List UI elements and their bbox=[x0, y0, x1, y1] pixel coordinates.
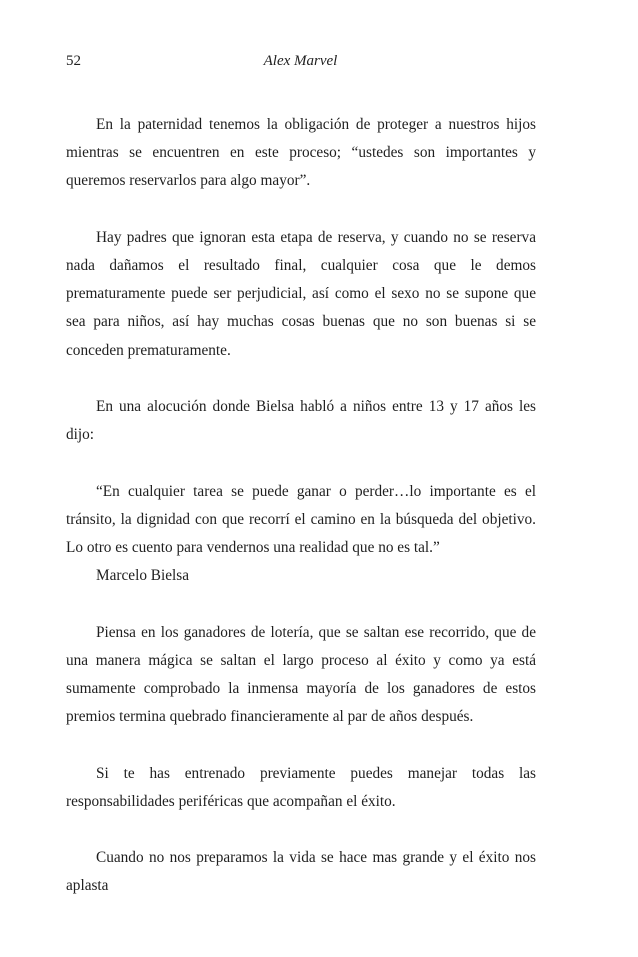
paragraph-bielsa-intro: En una alocución donde Bielsa habló a niños entre 13 y 17 años les dijo: bbox=[66, 398, 536, 444]
paragraph-lottery-winners: Piensa en los ganadores de lotería, que se saltan ese recorrido, que de una manera mágica se saltan el largo proceso al éxito y como ya está sumamente comprobado la inmensa mayoría de los ganadores de estos premios termina quebrado financieramente al par de años después. bbox=[66, 623, 536, 726]
page-header bbox=[66, 51, 535, 71]
running-head-author: Alex Marvel bbox=[263, 53, 338, 69]
body-text bbox=[66, 111, 536, 929]
paragraph-not-prepared: Cuando no nos preparamos la vida se hace mas grande y el éxito nos aplasta bbox=[66, 849, 536, 895]
quote-attribution: Marcelo Bielsa bbox=[96, 567, 190, 585]
bielsa-quote: “En cualquier tarea se puede ganar o perder…lo importante es el tránsito, la dignidad con que recorrí el camino en la búsqueda del objetivo. Lo otro es cuento para vendernos una realidad que no es tal.” bbox=[66, 482, 536, 556]
paragraph-parents-reserve: Hay padres que ignoran esta etapa de reserva, y cuando no se reserva nada dañamos el resultado final, cualquier cosa que le demos prematuramente puede ser perjudicial, así como el sexo no se supone que sea para niños, así hay muchas cosas buenas que no son buenas si se conceden prematuramente. bbox=[66, 228, 536, 359]
paragraph-paternity: En la paternidad tenemos la obligación de proteger a nuestros hijos mientras se encuentren en este proceso; “ustedes son importantes y queremos reservarlos para algo mayor”. bbox=[66, 116, 536, 190]
page-number: 52 bbox=[66, 53, 81, 69]
paragraph-trained: Si te has entrenado previamente puedes manejar todas las responsabilidades periféricas que acompañan el éxito. bbox=[66, 764, 536, 810]
